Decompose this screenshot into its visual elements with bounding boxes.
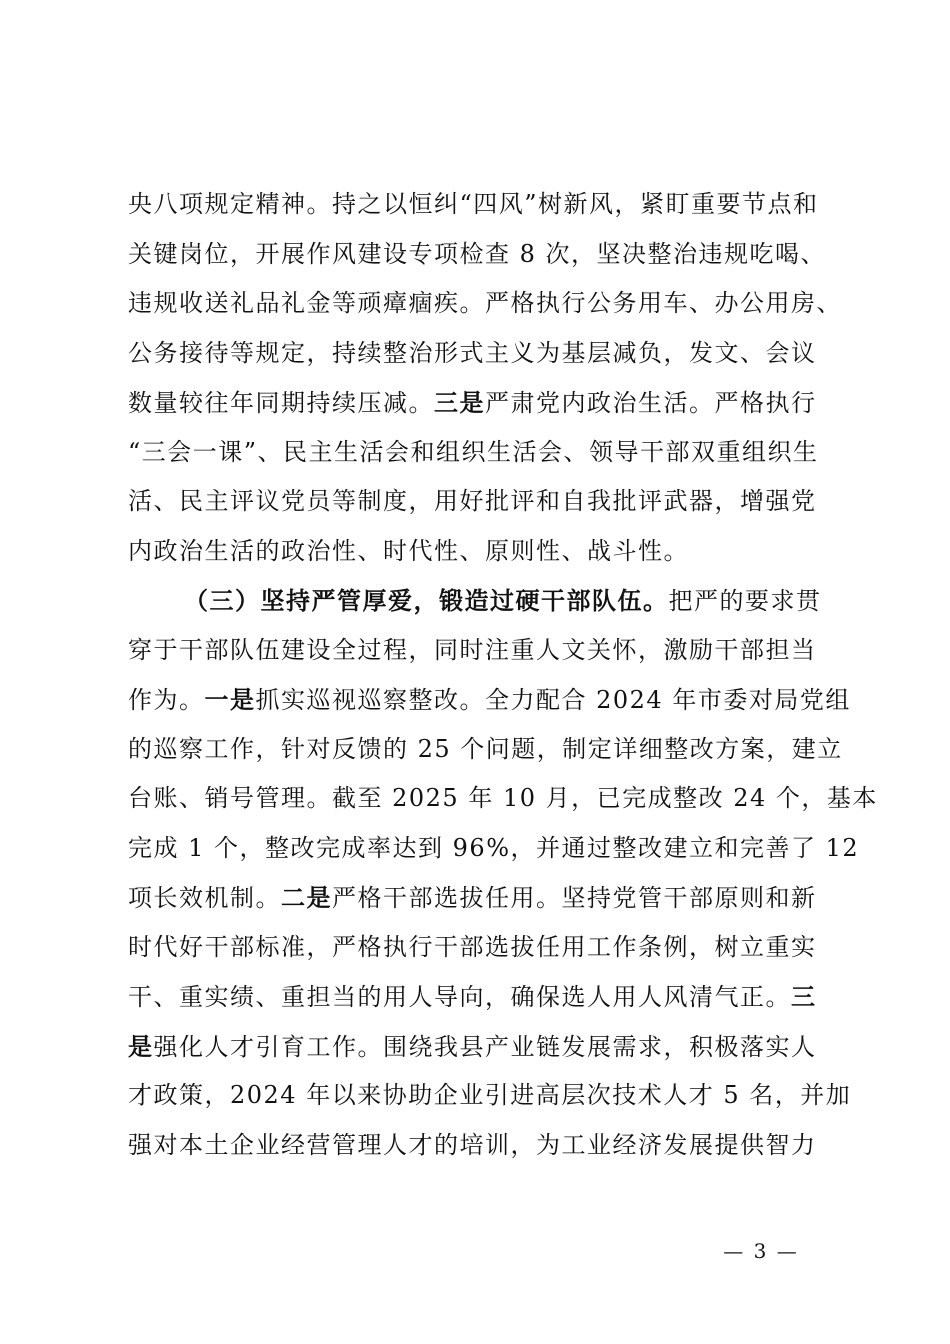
bold-text: 是 <box>128 1031 154 1061</box>
text-run: 完成 1 个，整改完成率达到 96%，并通过整改建立和完善了 12 <box>128 833 860 862</box>
text-line <box>128 329 832 379</box>
text-run: 央八项规定精神。持之以恒纠“四风”树新风，紧盯重要节点和 <box>128 190 819 218</box>
text-run: 活、民主评议党员等制度，用好批评和自我批评武器，增强党 <box>128 487 817 515</box>
text-line <box>128 1022 832 1072</box>
text-run: 严肃党内政治生活。严格执行 <box>485 389 817 417</box>
text-run: 才政策，2024 年以来协助企业引进高层次技术人才 5 名，并加 <box>128 1081 852 1109</box>
text-run: 违规收送礼品礼金等顽瘴痼疾。严格执行公务用车、办公用房、 <box>128 289 842 317</box>
text-line <box>128 675 851 725</box>
text-line <box>128 774 878 824</box>
text-run: 关键岗位，开展作风建设专项检查 8 次，坚决整治违规吃喝、 <box>128 239 827 268</box>
text-line <box>128 972 832 1022</box>
text-run: 项长效机制。 <box>128 884 281 912</box>
text-line <box>128 923 832 973</box>
page-number: — 3 — <box>723 1239 799 1263</box>
bold-text: 二是 <box>281 883 332 912</box>
text-line <box>128 873 832 923</box>
bold-text: 三 <box>791 982 817 1011</box>
text-run: 强对本土企业经营管理人才的培训，为工业经济发展提供智力 <box>128 1130 817 1159</box>
text-run: 把严的要求贯 <box>668 587 822 615</box>
text-run: 作为。 <box>128 686 205 714</box>
text-run: 时代好干部标准，严格执行干部选拔任用工作条例，树立重实 <box>128 932 817 961</box>
bold-text: 三是 <box>434 388 485 417</box>
text-line <box>128 378 832 428</box>
bold-text: （三）坚持严管厚爱，锻造过硬干部队伍。 <box>184 586 669 615</box>
document-body <box>128 180 878 1170</box>
text-line <box>128 477 832 527</box>
text-run: 内政治生活的政治性、时代性、原则性、战斗性。 <box>128 536 689 565</box>
text-run: 干、重实绩、重担当的用人导向，确保选人用人风清气正。 <box>128 983 791 1011</box>
text-line <box>128 824 860 874</box>
text-line <box>128 180 832 230</box>
text-run: 的巡察工作，针对反馈的 25 个问题，制定详细整改方案，建立 <box>128 734 843 763</box>
text-line <box>128 626 832 676</box>
text-line <box>128 576 832 626</box>
text-run: 台账、销号管理。截至 2025 年 10 月，已完成整改 24 个，基本 <box>128 784 878 812</box>
text-run: 公务接待等规定，持续整治形式主义为基层减负，发文、会议 <box>128 338 817 367</box>
text-run: 严格干部选拔任用。坚持党管干部原则和新 <box>332 884 817 912</box>
text-line <box>128 725 843 775</box>
text-run: 穿于干部队伍建设全过程，同时注重人文关怀，激励干部担当 <box>128 635 817 664</box>
text-run: 抓实巡视巡察整改。全力配合 2024 年市委对局党组 <box>255 686 851 714</box>
text-line <box>128 279 842 329</box>
text-line <box>128 1121 832 1171</box>
text-line <box>128 1071 852 1121</box>
text-run: 数量较往年同期持续压减。 <box>128 389 434 417</box>
text-line <box>128 428 832 478</box>
bold-text: 一是 <box>204 685 256 714</box>
text-line <box>128 230 832 280</box>
text-run: 强化人才引育工作。围绕我县产业链发展需求，积极落实人 <box>153 1032 817 1061</box>
text-run: “三会一课”、民主生活会和组织生活会、领导干部双重组织生 <box>128 437 819 466</box>
text-line <box>128 527 832 577</box>
